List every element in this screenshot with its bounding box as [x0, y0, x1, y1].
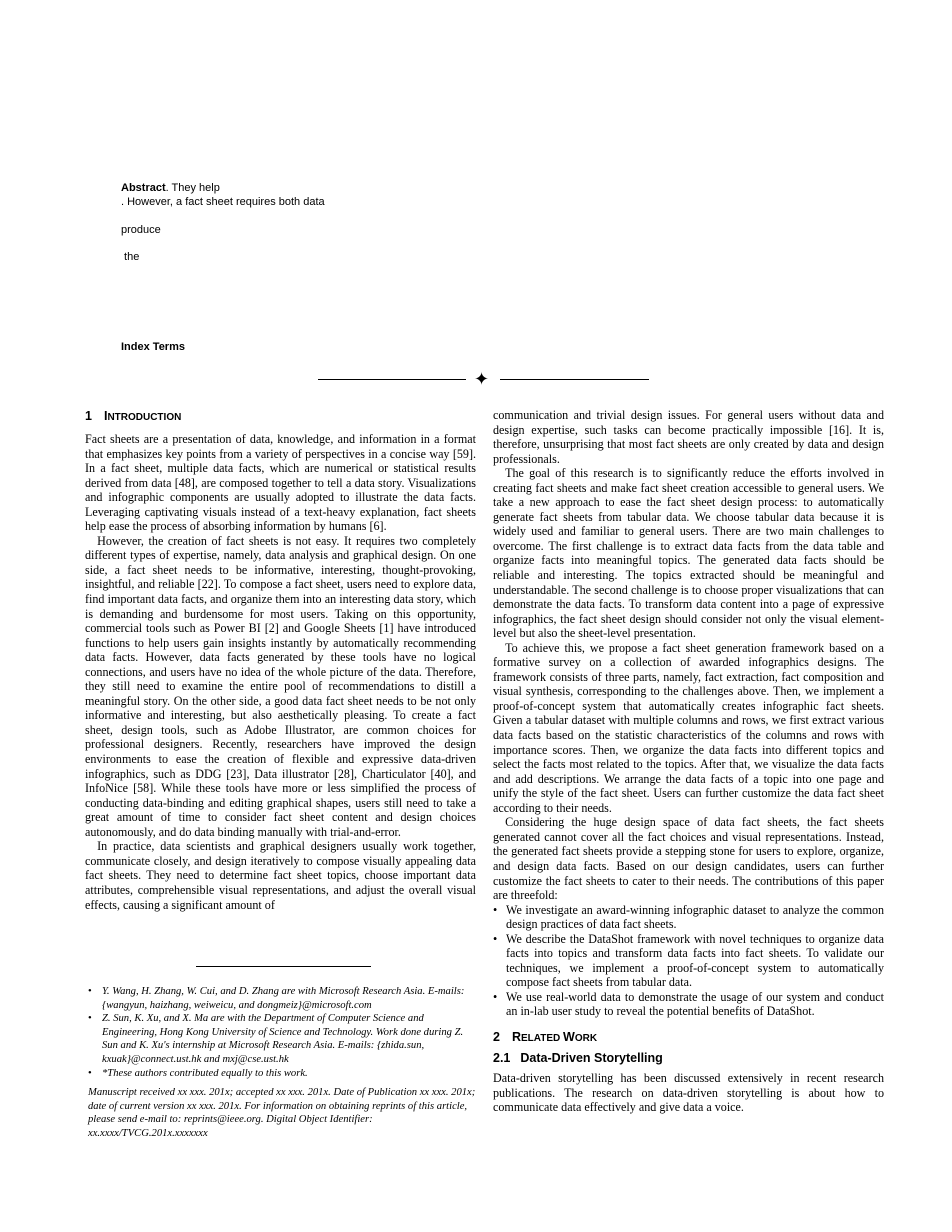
separator-rule-left [318, 379, 466, 380]
paragraph: However, the creation of fact sheets is not easy. It requires two completely different types of expertise, namely, data analysis and graphical design. On one side, a fact sheet needs to be informative, interesting, thought-provoking, insightful, and reliable [22]. To compose a fact sheet, users need to explore data, find important data facts, and organize them into an interesting data story, which is demanding and burdensome for most users. Taking on this opportunity, commercial tools such as Power BI [2] and Google Sheets [1] have introduced functions to help users gain insights instantly by automatically recommending data facts. However, data facts generated by these tools have no logical connections, and users have no idea of the whole picture of the data. Therefore, they still need to examine the entire pool of recommendations to distill a meaningful story. On the other side, a good data fact sheet needs to be not only informative and interesting, but also aesthetically pleasing. To create a fact sheet, design tools, such as Adobe Illustrator, are common choices for professional designers. Recently, researchers have improved the design environments to ease the creation of flexible and expressive data-driven infographics, such as DDG [23], Data illustrator [28], Charticulator [40], and InfoNice [58]. While these tools have more or less simplified the process of conducting data-binding and editing graphical shapes, users still need to take a great amount of time to consider fact sheet content and design choices autonomously, and do data binding manually with trial-and-error. [85, 533, 476, 839]
separator-rule-right [500, 379, 649, 380]
section-title-initial: R [511, 1029, 521, 1044]
paragraph: The goal of this research is to significantly reduce the efforts involved in creating fact sheets and make fact sheet creation accessible to general users. We take a new approach to ease the fact sheet design process: to automatically generate fact sheets from tabular data. We choose tabular data because it is widely used and familiar to general users. There are two main challenges to overcome. The first challenge is to extract data facts from the data table and organize facts into meaningful topics. The generated data facts should be reliable and interesting. The topics extracted should be meaningful and understandable. The second challenge is to choose proper visualizations that can demonstrate the data facts. To transform data content into a page of expressive infographics, the fact sheet design should consider not only the visual element-level but also the sheet-level presentation. [493, 466, 884, 641]
right-column [493, 408, 884, 1115]
paragraph: communication and trivial design issues. For general users without data and design expertise, such tasks can become practically impossible [16]. It is, therefore, unsurprising that most fact sheets are only created by data and design professionals. [493, 408, 884, 466]
contribution-item: • We describe the DataShot framework with novel techniques to organize data facts into topics and transform data facts into fact sheets. To validate our techniques, we implement a proof-of-concept system to automatically compose fact sheets from tabular data. [493, 932, 884, 990]
paragraph: Fact sheets are a presentation of data, knowledge, and information in a format that emphasizes key points from a variety of perspectives in a concise way [59]. In a fact sheet, multiple data facts, which are numerical or statistical results derived from data [48], are composed together to tell a data story. Visualizations and infographic components are usually adopted to illustrate the data facts. Leveraging captivating visuals instead of a text-heavy explanation, fact sheets help ease the process of absorbing information by humans [6]. [85, 432, 476, 534]
section-heading-related-work [493, 1029, 884, 1047]
abstract-label: Abstract [121, 182, 166, 194]
footnote-rule [196, 966, 371, 967]
footnote-item: • Y. Wang, H. Zhang, W. Cui, and D. Zhang are with Microsoft Research Asia. E-mails: {wangyun, haizhang, weiweicu, and dongmeiz}@microsoft.com [88, 985, 476, 1012]
section-number: 2 [493, 1029, 500, 1044]
paragraph: To achieve this, we propose a fact sheet generation framework based on a formative survey on a collection of awarded infographics designs. The framework consists of three parts, namely, fact extraction, fact composition and visual synthesis, corresponding to the challenges above. Then, we implement a proof-of-concept system that automatically creates infographic fact sheets. Given a tabular dataset with multiple columns and rows, we first extract various data facts based on the statistic characteristics of the columns and rows with importance scores. Then, we organize the data facts into different topics and select the facts most related to the topics. After that, we visualize the data facts and add descriptions. We arrange the data facts of a topic into one page and unify the style of the fact sheet. Users can further customize the data fact sheet according to their needs. [493, 640, 884, 815]
abstract-line-3: produce [121, 224, 161, 236]
paragraph: In practice, data scientists and graphical designers usually work together, communicate closely, and design iteratively to compose visually appealing data fact sheets. They need to determine fact sheet topics, choose important data attributes, comprehensible visual representations, and adjust the overall visual effects, causing a significant amount of [85, 839, 476, 912]
contributions-list [493, 903, 884, 1019]
abstract-line-2: . However, a fact sheet requires both data [121, 196, 325, 208]
paragraph: Considering the huge design space of data fact sheets, the fact sheets generated cannot cover all the fact choices and visual representations. Instead, the generated fact sheets provide a stepping stone for users to explore, organize, and design data facts. Based on our design candidates, users can further customize the fact sheets to cater to their needs. The contributions of this paper are threefold: [493, 815, 884, 903]
section-title-initial: I [103, 409, 108, 423]
paragraph: Data-driven storytelling has been discussed extensively in recent research publications. The research on data-driven storytelling is about how to communicate data effectively and give data a voice. [493, 1070, 884, 1115]
abstract-line-1 [121, 181, 220, 195]
section-number: 1 [85, 409, 92, 423]
separator-star-icon: ✦ [474, 369, 490, 389]
abstract-line-4: the [121, 251, 140, 263]
section-heading-introduction [85, 408, 476, 426]
footnote-item: • *These authors contributed equally to this work. [88, 1067, 476, 1081]
subsection-title: Data-Driven Storytelling [520, 1050, 663, 1065]
footnotes [88, 985, 476, 1141]
contribution-item: • We use real-world data to demonstrate the usage of our system and conduct an in-lab user study to reveal the potential benefits of DataShot. [493, 990, 884, 1019]
index-terms-label: Index Terms [121, 341, 185, 353]
section-title-rest: NTRODUCTION [107, 412, 182, 423]
section-title-rest: ORK [574, 1032, 598, 1044]
contribution-item: • We investigate an award-winning infographic dataset to analyze the common design practices of data fact sheets. [493, 903, 884, 932]
left-column [85, 408, 476, 912]
abstract-text-1: . They help [165, 182, 220, 194]
manuscript-note: Manuscript received xx xxx. 201x; accepted xx xxx. 201x. Date of Publication xx xxx. 201x; date of current version xx xxx. 201x. For information on obtaining reprints of this article, please send e-mail to: reprints@ieee.org. Digital Object Identifier: xx.xxxx/TVCG.201x.xxxxxxx [88, 1087, 476, 1139]
subsection-number: 2.1 [493, 1050, 511, 1065]
footnote-item: • Z. Sun, K. Xu, and X. Ma are with the Department of Computer Science and Engineering, Hong Kong University of Science and Technology. Work done during Z. Sun and K. Xu's internship at Microsoft Research Asia. E-mails: {zhida.sun, kxuak}@connect.ust.hk and mxj@cse.ust.hk [88, 1012, 476, 1066]
subsection-heading-storytelling [493, 1050, 884, 1067]
section-title-initial: W [563, 1029, 575, 1044]
section-title-rest: ELATED [520, 1032, 564, 1044]
